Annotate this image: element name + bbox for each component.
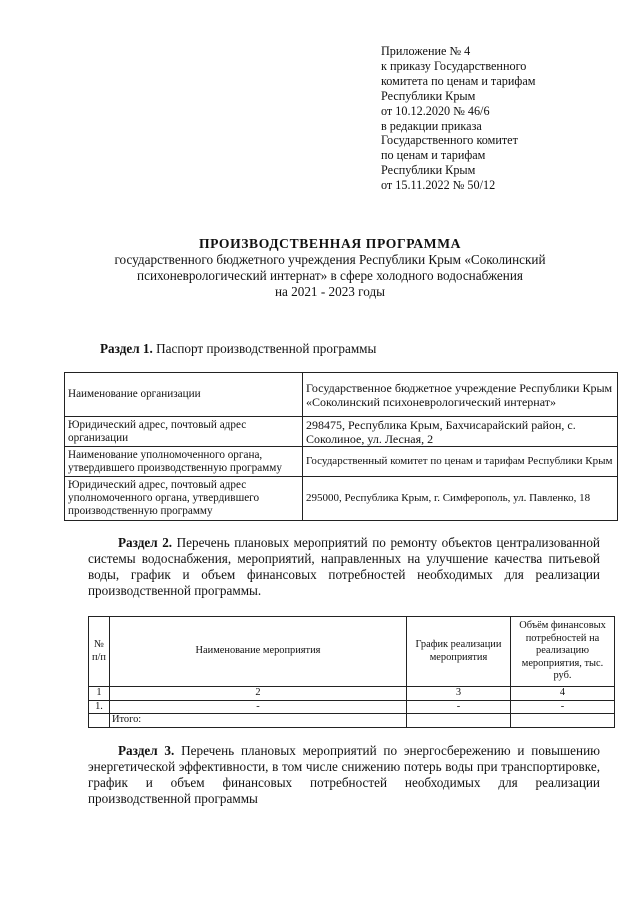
appendix-line: в редакции приказа: [381, 118, 482, 133]
table-header-row: [89, 617, 615, 687]
section2-heading: [88, 535, 600, 599]
section3-heading: [88, 743, 600, 807]
column-number: 4: [511, 687, 615, 701]
table-cell: -: [407, 700, 511, 714]
passport-table: [64, 372, 618, 521]
column-header: График реализации мероприятия: [407, 617, 511, 687]
program-period: на 2021 - 2023 годы: [274, 284, 386, 299]
table-cell: [89, 714, 110, 728]
section1-label: Раздел 1.: [100, 341, 153, 356]
table-row: [65, 417, 618, 447]
appendix-line: Республики Крым: [381, 88, 476, 103]
appendix-line: по ценам и тарифам: [381, 148, 486, 163]
section3-label: Раздел 3.: [118, 743, 175, 758]
column-number: 2: [110, 687, 407, 701]
column-header: Наименование мероприятия: [110, 617, 407, 687]
passport-value: 295000, Республика Крым, г. Симферополь, ул. Павленко, 18: [303, 477, 618, 521]
passport-value: Государственное бюджетное учреждение Республики Крым «Соколинский психоневрологический интернат»: [303, 373, 618, 417]
passport-label: Юридический адрес, почтовый адрес уполномоченного органа, утвердившего производственную программу: [65, 477, 303, 521]
passport-value: 298475, Республика Крым, Бахчисарайский район, с. Соколиное, ул. Лесная, 2: [303, 417, 618, 447]
passport-label: Юридический адрес, почтовый адрес организации: [65, 417, 303, 447]
appendix-line: от 10.12.2020 № 46/6: [381, 103, 490, 118]
program-subtitle-line: психоневрологический интернат» в сфере холодного водоснабжения: [137, 268, 523, 283]
appendix-line: от 15.11.2022 № 50/12: [381, 178, 496, 193]
total-label: Итого:: [110, 714, 407, 728]
table-row: [65, 477, 618, 521]
appendix-line: к приказу Государственного: [381, 58, 527, 73]
section3-text: Перечень плановых мероприятий по энергосбережению и повышению энергетической эффективности, в том числе снижению потерь воды при транспортировке, график и объем финансовых потребностей необходимых для реализации производственной программы: [88, 743, 600, 806]
column-header: Объём финансовых потребностей на реализацию мероприятия, тыс. руб.: [511, 617, 615, 687]
appendix-line: Государственного комитет: [381, 133, 518, 148]
column-number-row: [89, 687, 615, 701]
column-header: № п/п: [89, 617, 110, 687]
section2-label: Раздел 2.: [118, 535, 173, 550]
appendix-line: Республики Крым: [381, 163, 476, 178]
section1-heading: [100, 340, 376, 357]
document-title: [60, 236, 600, 300]
section2-text: Перечень плановых мероприятий по ремонту объектов централизованной системы водоснабжения, мероприятий, направленных на улучшение качества питьевой воды, график и объем финансовых потребностей необходимых для реализации производственной программы.: [88, 535, 600, 598]
section1-text: Паспорт производственной программы: [156, 341, 377, 356]
program-subtitle-line: государственного бюджетного учреждения Республики Крым «Соколинский: [114, 252, 546, 267]
total-row: [89, 714, 615, 728]
table-row: [65, 447, 618, 477]
appendix-line: комитета по ценам и тарифам: [381, 73, 536, 88]
table-cell: -: [511, 700, 615, 714]
measures-table: [88, 616, 615, 728]
column-number: 3: [407, 687, 511, 701]
appendix-line: Приложение № 4: [381, 44, 471, 58]
appendix-block: [381, 44, 621, 193]
program-title: ПРОИЗВОДСТВЕННАЯ ПРОГРАММА: [198, 236, 462, 251]
table-cell: [407, 714, 511, 728]
table-row: [65, 373, 618, 417]
table-row: [89, 700, 615, 714]
passport-label: Наименование организации: [65, 373, 303, 417]
table-cell: [511, 714, 615, 728]
column-number: 1: [89, 687, 110, 701]
table-cell: 1.: [89, 700, 110, 714]
passport-label: Наименование уполномоченного органа, утвердившего производственную программу: [65, 447, 303, 477]
passport-value: Государственный комитет по ценам и тарифам Республики Крым: [303, 447, 618, 477]
table-cell: -: [110, 700, 407, 714]
